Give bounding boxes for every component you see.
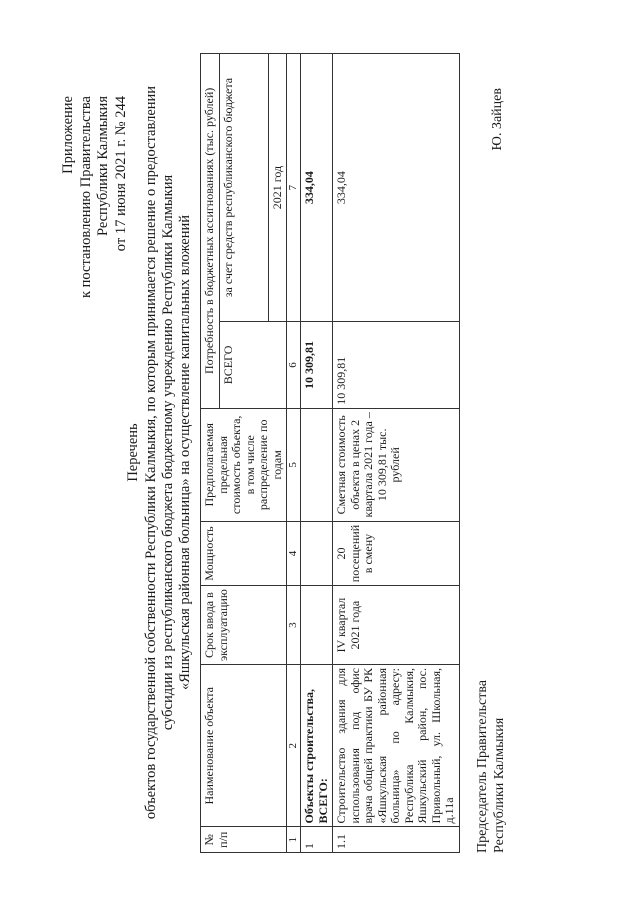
- header-name: Наименование объекта: [201, 665, 287, 827]
- column-number: 1: [287, 827, 301, 853]
- column-number: 5: [287, 408, 301, 521]
- header-year: 2021 год: [268, 54, 287, 322]
- table-row: [301, 54, 333, 853]
- header-capacity: Мощность: [201, 521, 287, 585]
- signature-position-line: Республики Калмыкия: [492, 717, 507, 853]
- row-budget: 334,04: [301, 54, 333, 322]
- row-cost: Сметная стоимость объекта в ценах 2 квартала 2021 года – 10 309,81 тыс. рублей: [333, 408, 460, 521]
- signature-name: Ю. Зайцев: [490, 88, 505, 151]
- row-num: 1.1: [333, 827, 460, 853]
- table-header-row: [201, 54, 220, 853]
- row-capacity: 20 посещений в смену: [333, 521, 460, 585]
- row-total: 10 309,81: [301, 322, 333, 409]
- appendix-block: [60, 96, 130, 298]
- header-budget: за счет средств республиканского бюджета: [219, 54, 268, 322]
- heading-line: объектов государственной собственности Республики Калмыкия, по которым принимается решение о предоставлении: [143, 85, 159, 820]
- column-number-row: [287, 54, 301, 853]
- appendix-line: к постановлению Правительства: [77, 96, 94, 298]
- header-cost: Предполагаемая предельная стоимость объекта, в том числе распределение по годам: [201, 408, 287, 521]
- column-number: 4: [287, 521, 301, 585]
- row-num: 1: [301, 827, 333, 853]
- row-name: Строительство здания для использования под офис врача общей практики БУ РК «Яшкульская районная больница» по адресу: Республика Калмыкия, Яшкульский район, пос. Привольный, ул. Школьная, д.11а: [333, 665, 460, 827]
- column-number: 3: [287, 586, 301, 665]
- header-term: Срок ввода в эксплуатацию: [201, 586, 287, 665]
- header-num: № п/п: [201, 827, 287, 853]
- column-number: 7: [287, 54, 301, 322]
- appendix-line: Приложение: [60, 96, 76, 174]
- header-total: ВСЕГО: [219, 322, 287, 409]
- appendix-date: от 17 июня 2021 г. № 244: [112, 96, 129, 252]
- signature-position: [474, 680, 508, 853]
- document-heading: [125, 50, 194, 855]
- table-row: [333, 54, 460, 853]
- row-name: Объекты строительства, ВСЕГО:: [301, 665, 333, 827]
- row-budget: 334,04: [333, 54, 460, 322]
- row-term: IV квартал 2021 года: [333, 586, 460, 665]
- row-total: 10 309,81: [333, 322, 460, 409]
- signature-position-line: Председатель Правительства: [475, 680, 490, 853]
- heading-line: субсидии из республиканского бюджета бюджетному учреждению Республики Калмыкия: [160, 174, 176, 731]
- appendix-line: Республики Калмыкия: [95, 96, 111, 237]
- objects-table: [200, 53, 460, 853]
- heading-line: «Яшкульская районная больница» на осуществление капитальных вложений: [177, 215, 193, 690]
- header-need: Потребность в бюджетных ассигнованиях (тыс. рублей): [201, 54, 220, 409]
- column-number: 6: [287, 322, 301, 409]
- document-title: Перечень: [125, 423, 141, 482]
- column-number: 2: [287, 665, 301, 827]
